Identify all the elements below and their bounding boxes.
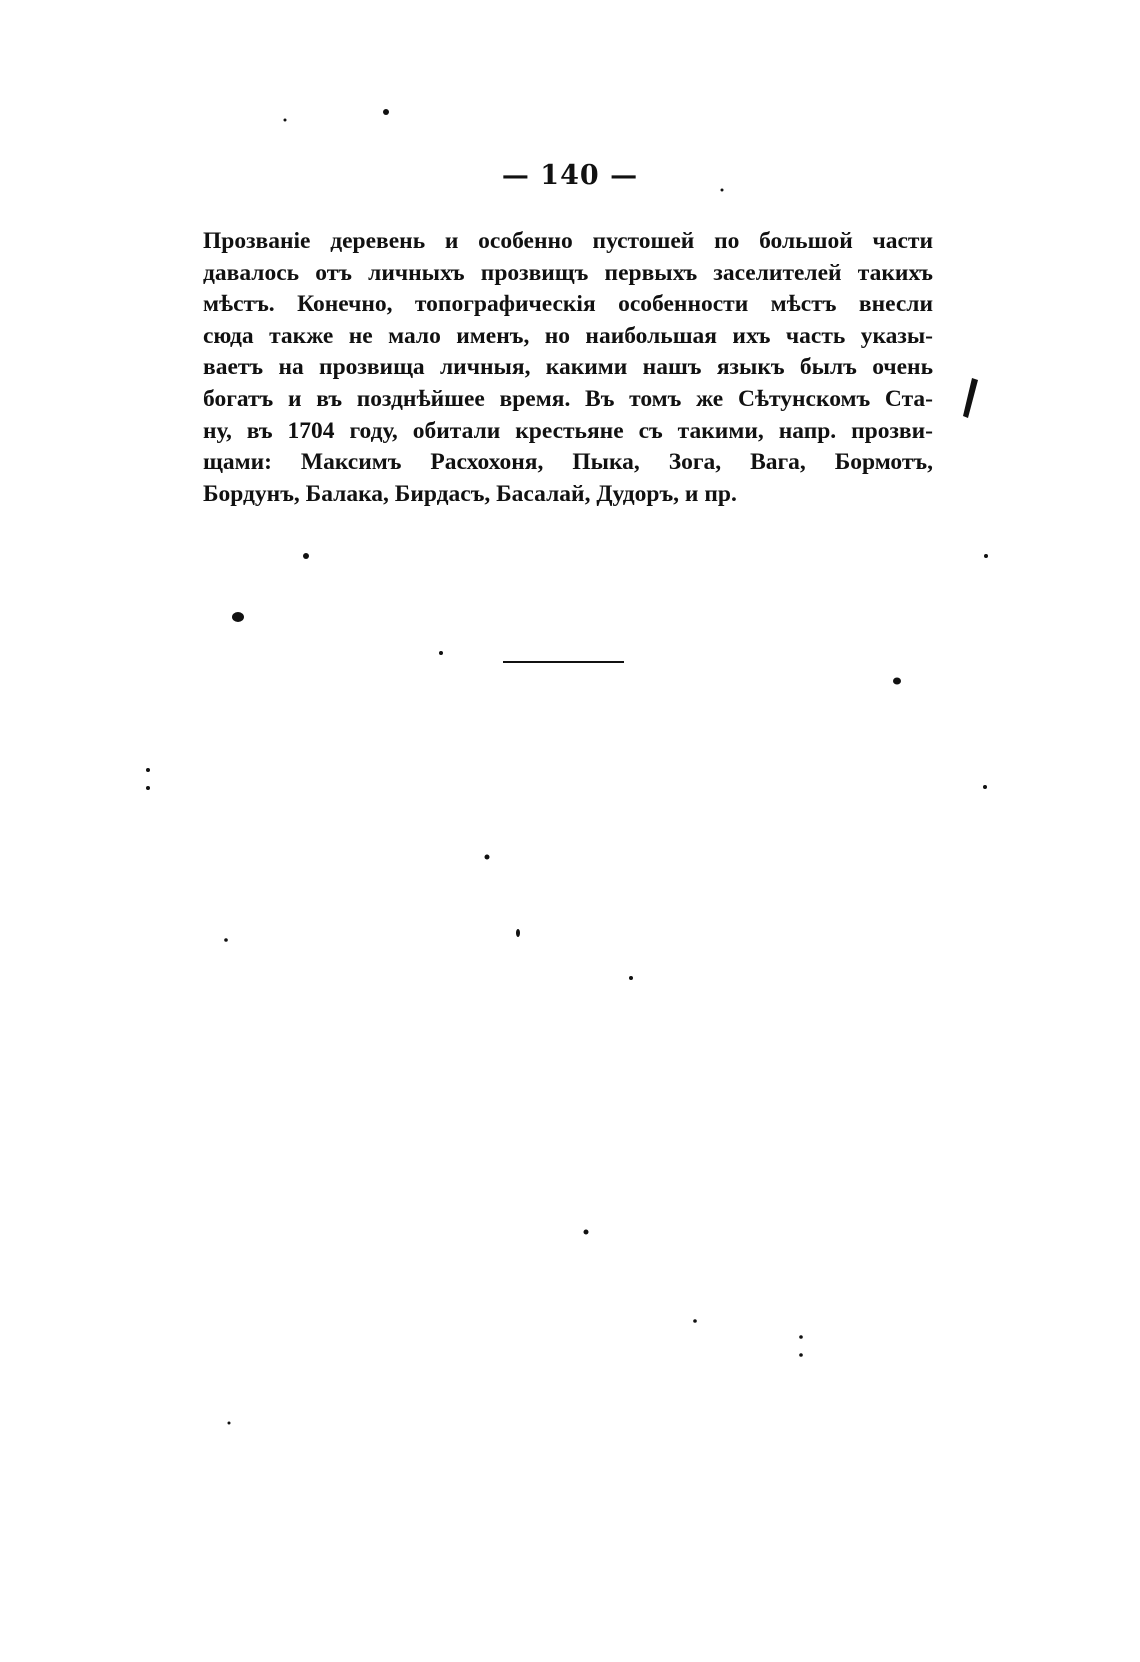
- paragraph-line: ваетъ на прозвища личныя, какими нашъ языкъ былъ очень: [203, 354, 933, 381]
- paragraph-line: ну, въ 1704 году, обитали крестьяне съ такими, напр. прозви-: [203, 417, 933, 444]
- paragraph-line: сюда также не мало именъ, но наибольшая ихъ часть указы-: [203, 322, 933, 349]
- paragraph-line: мѣстъ. Конечно, топографическiя особенности мѣстъ внесли: [203, 291, 933, 318]
- paragraph-line: богатъ и въ позднѣйшее время. Въ томъ же Сѣтунскомъ Ста-: [203, 385, 933, 412]
- section-divider-rule: [503, 661, 624, 663]
- paragraph: [203, 226, 933, 510]
- paragraph-line: Бордунъ, Балака, Бирдасъ, Басалай, Дудоръ, и пр.: [203, 480, 737, 507]
- page-number: — 140 —: [501, 160, 639, 191]
- paragraph-line: Прозванiе деревень и особенно пустошей по большой части: [203, 228, 933, 254]
- paragraph-line: щами: Максимъ Расхохоня, Пыка, Зога, Вага, Бормотъ,: [203, 449, 933, 476]
- paragraph-line: давалось отъ личныхъ прозвищъ первыхъ заселителей такихъ: [203, 259, 933, 286]
